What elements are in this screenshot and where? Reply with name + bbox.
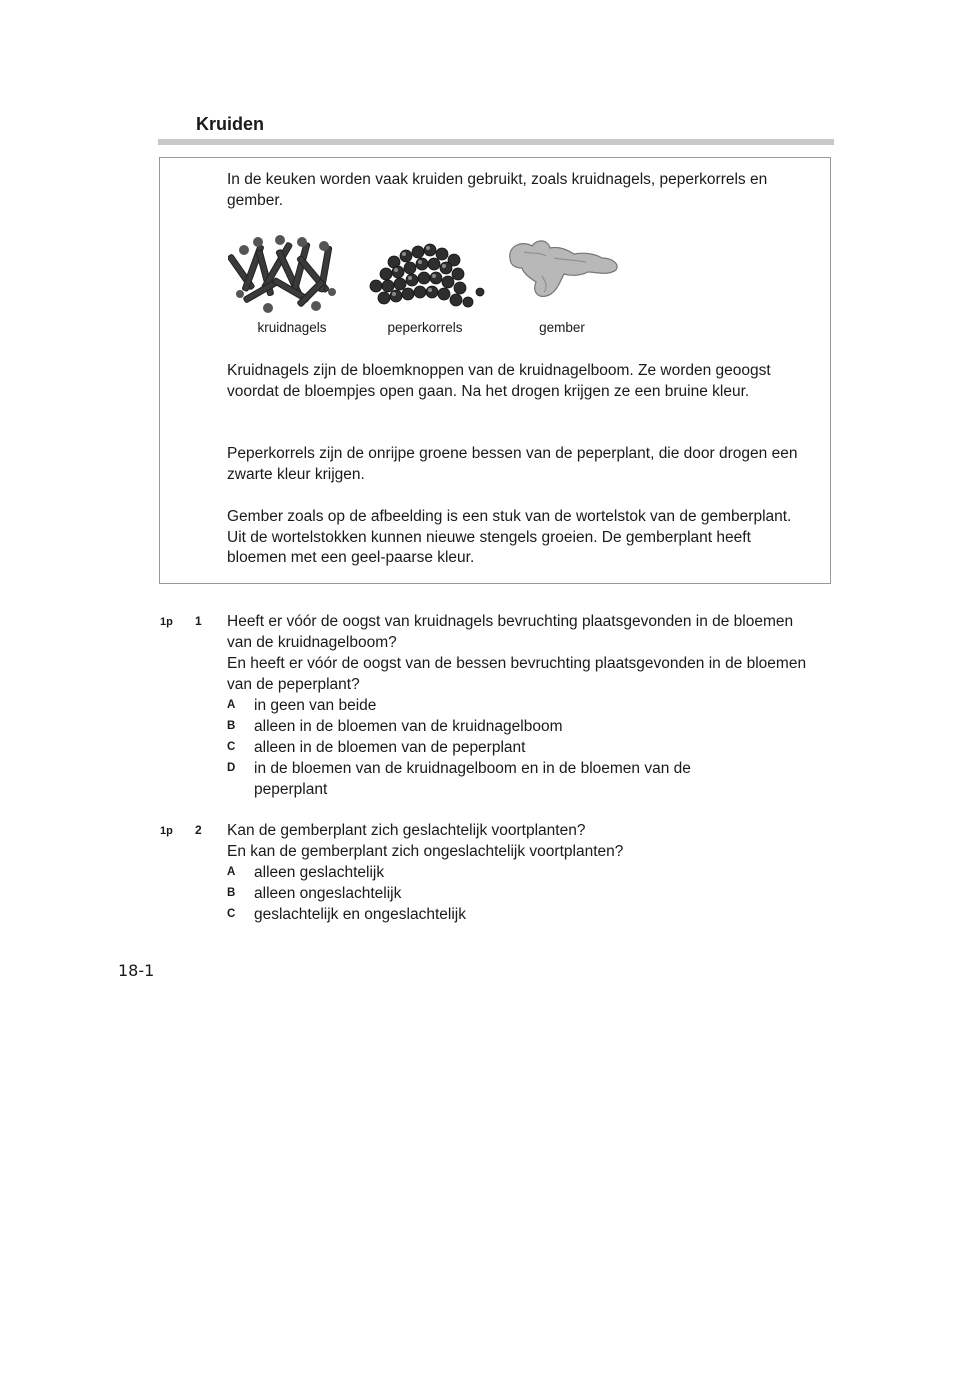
- intro-paragraph-4: Gember zoals op de afbeelding is een stuk van de wortelstok van de gemberplant. Uit de wortelstokken kunnen nieuwe stengels groeien. De gemberplant heeft bloemen met een geel-paarse kleur.: [227, 508, 792, 567]
- question-1-text-2: En heeft er vóór de oogst van de bessen bevruchting plaatsgevonden in de bloemen van de peperplant?: [227, 655, 807, 693]
- question-2-marks: 1p: [160, 825, 173, 837]
- title-divider: [158, 139, 834, 145]
- q2-option-b: alleen ongeslachtelijk: [254, 885, 402, 902]
- q1-option-c: alleen in de bloemen van de peperplant: [254, 739, 526, 756]
- peppercorns-image: [364, 232, 488, 312]
- intro-paragraph-3: Peperkorrels zijn de onrijpe groene bessen van de peperplant, die door drogen een zwarte kleur krijgen.: [227, 445, 798, 483]
- caption-cloves: kruidnagels: [257, 320, 327, 335]
- question-2-text-2: En kan de gemberplant zich ongeslachtelijk voortplanten?: [227, 843, 624, 860]
- q1-option-b-letter: B: [227, 720, 236, 732]
- page-label: 18-1: [118, 961, 155, 980]
- caption-ginger: gember: [539, 320, 585, 335]
- q1-option-d: in de bloemen van de kruidnagelboom en in de bloemen van de peperplant: [254, 760, 691, 798]
- q1-option-a: in geen van beide: [254, 697, 377, 714]
- q2-option-a-letter: A: [227, 866, 236, 878]
- question-1-text-1: Heeft er vóór de oogst van kruidnagels bevruchting plaatsgevonden in de bloemen van de kruidnagelboom?: [227, 613, 794, 651]
- q2-option-c-letter: C: [227, 908, 236, 920]
- q1-option-a-letter: A: [227, 699, 236, 711]
- ginger-image: [504, 232, 622, 302]
- intro-paragraph-2: Kruidnagels zijn de bloemknoppen van de kruidnagelboom. Ze worden geoogst voordat de bloempjes open gaan. Na het drogen krijgen ze een bruine kleur.: [227, 362, 771, 400]
- cloves-image: [228, 232, 344, 316]
- caption-peppercorns: peperkorrels: [387, 320, 463, 335]
- q1-option-d-letter: D: [227, 762, 236, 774]
- q2-option-c: geslachtelijk en ongeslachtelijk: [254, 906, 466, 923]
- q1-option-b: alleen in de bloemen van de kruidnagelboom: [254, 718, 563, 735]
- question-1-marks: 1p: [160, 616, 173, 628]
- question-1-number: 1: [195, 614, 202, 628]
- question-2-number: 2: [195, 823, 202, 837]
- q2-option-a: alleen geslachtelijk: [254, 864, 385, 881]
- intro-paragraph-1: In de keuken worden vaak kruiden gebruikt, zoals kruidnagels, peperkorrels en gember.: [227, 171, 768, 209]
- question-2-text-1: Kan de gemberplant zich geslachtelijk voortplanten?: [227, 822, 586, 839]
- section-title: Kruiden: [196, 114, 265, 134]
- q2-option-b-letter: B: [227, 887, 236, 899]
- q1-option-c-letter: C: [227, 741, 236, 753]
